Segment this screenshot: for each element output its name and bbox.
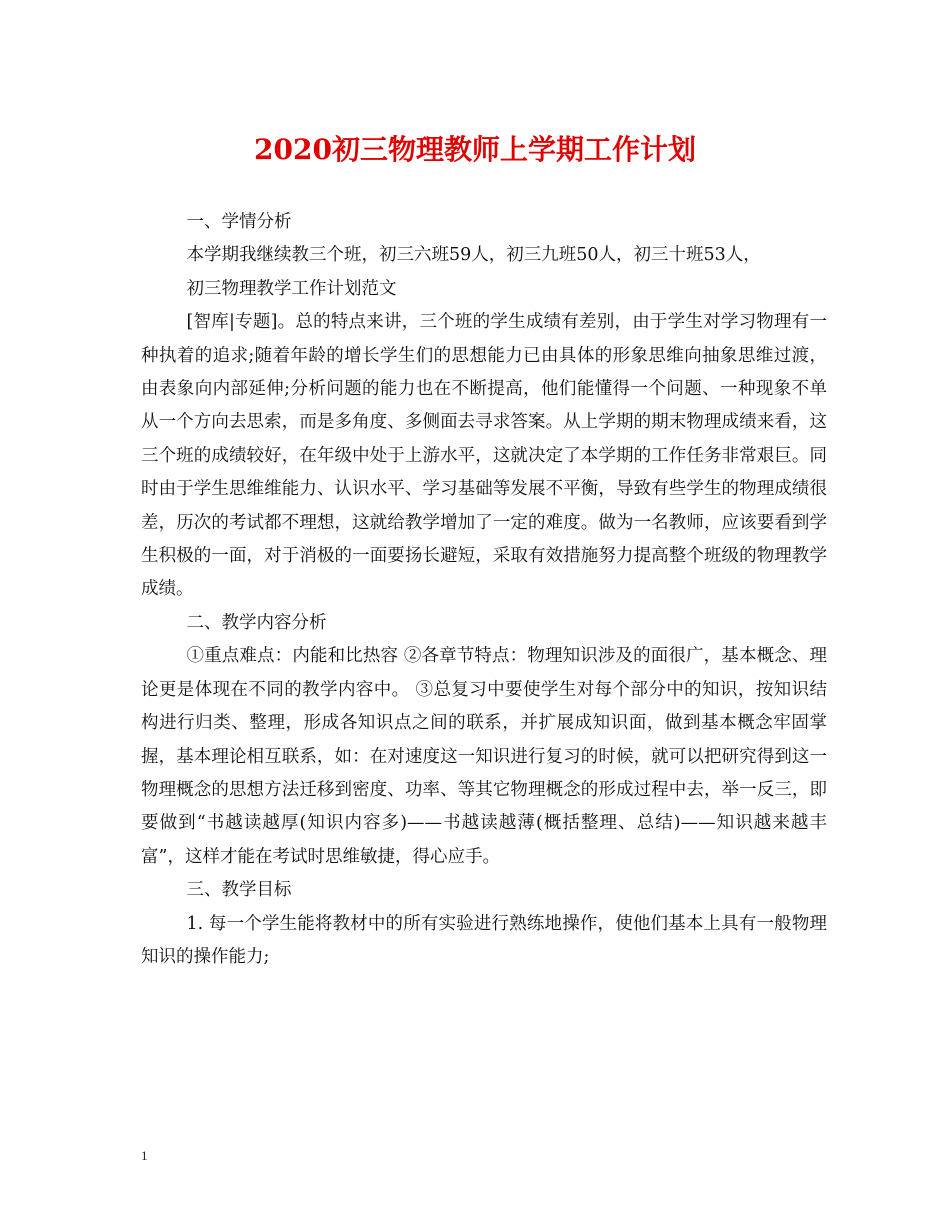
paragraph-sample-title: 初三物理教学工作计划范文 (186, 278, 397, 299)
document-title: 2020初三物理教师上学期工作计划 (254, 133, 696, 166)
paragraph-student-analysis: [智库|专题]。总的特点来讲，三个班的学生成绩有差别，由于学生对学习物理有一种执着的追求;随着年龄的增长学生们的思想能力已由具体的形象思维向抽象思维过渡，由表象向内部延伸;分析问题的能力也在不断提高，他们能懂得一个问题、一种现象不单从一个方向去思索，而是多角度、多侧面去寻求答案。从上学期的期末物理成绩来看，这三个班的成绩较好，在年级中处于上游水平，这就决定了本学期的工作任务非常艰巨。同时由于学生思维维能力、认识水平、学习基础等发展不平衡，导致有些学生的物理成绩很差，历次的考试都不理想，这就给教学增加了一定的难度。做为一名教师，应该要看到学生积极的一面，对于消极的一面要扬长避短，采取有效措施努力提高整个班级的物理教学成绩。 (141, 312, 827, 600)
section-heading-goals: 三、教学目标 (186, 880, 292, 901)
paragraph-content-analysis: ①重点难点：内能和比热容 ②各章节特点：物理知识涉及的面很广，基本概念、理论更是体现在不同的教学内容中。 ③总复习中要使学生对每个部分中的知识，按知识结构进行归类、整理，形成各知识点之间的联系，并扩展成知识面，做到基本概念牢固掌握，基本理论相互联系，如：在对速度这一知识进行复习的时候，就可以把研究得到这一物理概念的思想方法迁移到密度、功率、等其它物理概念的形成过程中去，举一反三，即要做到“书越读越厚(知识内容多)——书越读越薄(概括整理、总结)——知识越来越丰富”，这样才能在考试时思维敏捷，得心应手。 (141, 646, 827, 867)
section-heading-content: 二、教学内容分析 (186, 612, 327, 633)
document-body (141, 206, 827, 974)
page-number: 1 (141, 1148, 148, 1163)
paragraph-class-sizes: 本学期我继续教三个班，初三六班59人，初三九班50人，初三十班53人， (186, 245, 761, 266)
paragraph-goal-1: 1. 每一个学生能将教材中的所有实验进行熟练地操作，使他们基本上具有一般物理知识的操作能力; (141, 913, 827, 967)
section-heading-situation: 一、学情分析 (186, 212, 292, 232)
